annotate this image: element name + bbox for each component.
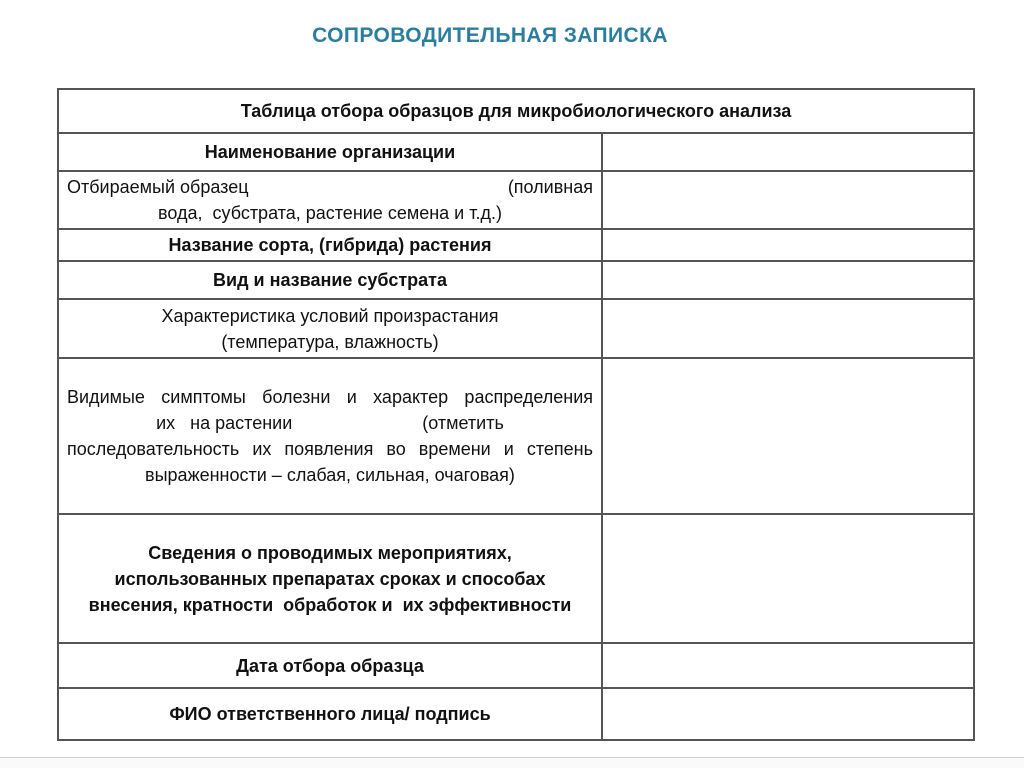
measures-label-cell: [58, 514, 602, 643]
sampling-table: [57, 88, 975, 741]
table-row-substrate: [58, 261, 974, 299]
sample-label-line1: [67, 174, 593, 200]
table-row-sample: [58, 171, 974, 229]
variety-label-cell: Название сорта, (гибрида) растения: [58, 229, 602, 261]
table-header-cell: Таблица отбора образцов для микробиологического анализа: [58, 89, 974, 133]
substrate-value-cell: [602, 261, 974, 299]
table-row-date: [58, 643, 974, 688]
variety-value-cell: [602, 229, 974, 261]
table-row-responsible: [58, 688, 974, 740]
table-row-variety: [58, 229, 974, 261]
table-row-conditions: [58, 299, 974, 358]
sample-label-line1-left: Отбираемый образец: [67, 177, 249, 197]
measures-label-line3: внесения, кратности обработок и их эффективности: [88, 594, 572, 615]
symptoms-label-line4: выраженности – слабая, сильная, очаговая): [145, 465, 515, 485]
table-row-measures: [58, 514, 974, 643]
symptoms-value-cell: [602, 358, 974, 514]
sample-label-line2: вода, субстрата, растение семена и т.д.): [158, 203, 502, 223]
slide-bottom-edge: [0, 757, 1024, 768]
substrate-label-cell: Вид и название субстрата: [58, 261, 602, 299]
symptoms-label-line1: Видимые симптомы болезни и характер распределения: [67, 387, 593, 407]
organization-value-cell: [602, 133, 974, 171]
symptoms-label-line3: последовательность их появления во времени и степень: [67, 439, 593, 459]
date-value-cell: [602, 643, 974, 688]
responsible-label-cell: ФИО ответственного лица/ подпись: [58, 688, 602, 740]
sample-label-line1-right: (поливная: [507, 177, 593, 197]
responsible-value-cell: [602, 688, 974, 740]
sample-value-cell: [602, 171, 974, 229]
page-title: СОПРОВОДИТЕЛЬНАЯ ЗАПИСКА: [312, 24, 668, 47]
conditions-label-line2: (температура, влажность): [221, 331, 439, 352]
table-row-symptoms: [58, 358, 974, 514]
sample-label-cell: [58, 171, 602, 229]
measures-label-line2: использованных препаратах сроках и способах: [114, 568, 546, 589]
measures-label-line1: Сведения о проводимых мероприятиях,: [148, 542, 512, 563]
conditions-label-line1: Характеристика условий произрастания: [161, 305, 499, 326]
measures-value-cell: [602, 514, 974, 643]
conditions-label-cell: [58, 299, 602, 358]
symptoms-label-cell: [58, 358, 602, 514]
date-label-cell: Дата отбора образца: [58, 643, 602, 688]
table-header-row: [58, 89, 974, 133]
table-row-organization: [58, 133, 974, 171]
symptoms-label-line2: их на растении (отметить: [156, 413, 504, 433]
conditions-value-cell: [602, 299, 974, 358]
organization-label-cell: Наименование организации: [58, 133, 602, 171]
